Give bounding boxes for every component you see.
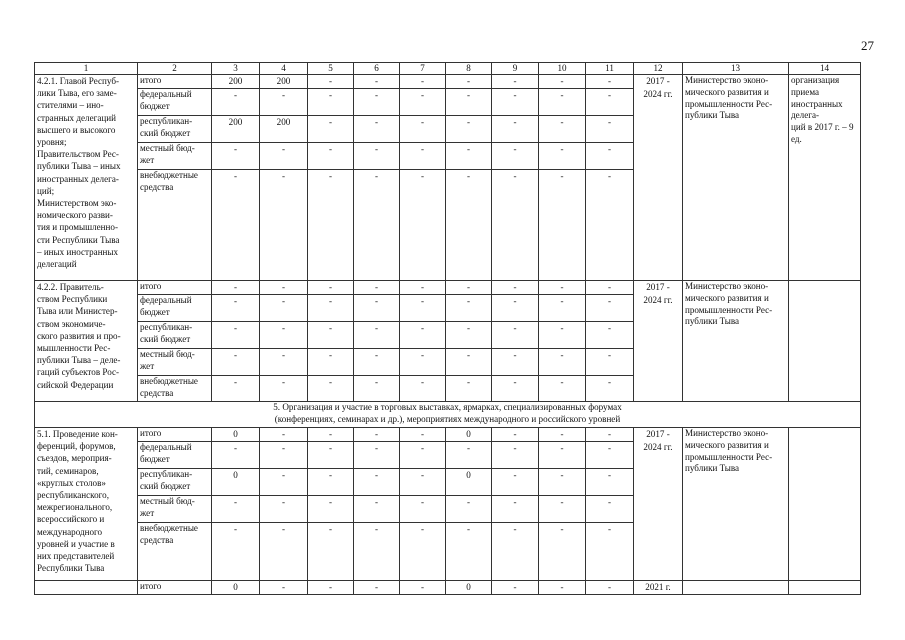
value-cell: - — [354, 523, 400, 581]
value-cell: - — [354, 376, 400, 402]
value-cell: - — [400, 322, 446, 349]
value-cell: - — [308, 496, 354, 523]
value-cell: - — [539, 442, 586, 469]
value-cell: - — [354, 143, 400, 170]
value-cell: - — [212, 376, 260, 402]
value-cell: 200 — [260, 116, 308, 143]
value-cell: - — [586, 170, 634, 281]
measure-title: 4.2.2. Правитель- ством Республики Тыва или Министер- ством экономиче- ского развития и про- мышленности Рес- публики Тыва – деле- гаций субъектов Рос- сийской Федерации — [35, 281, 138, 402]
value-cell: - — [260, 376, 308, 402]
value-cell: - — [354, 295, 400, 322]
funding-source: местный бюд- жет — [138, 143, 212, 170]
value-cell: - — [260, 143, 308, 170]
funding-source: республикан- ский бюджет — [138, 322, 212, 349]
value-cell: - — [260, 281, 308, 295]
value-cell: - — [400, 349, 446, 376]
implementation-period: 2017 - 2024 гг. — [634, 428, 683, 581]
value-cell: - — [586, 581, 634, 595]
value-cell: 0 — [212, 581, 260, 595]
value-cell: - — [212, 496, 260, 523]
funding-source: федеральный бюджет — [138, 295, 212, 322]
value-cell: - — [212, 322, 260, 349]
funding-source: республикан- ский бюджет — [138, 116, 212, 143]
value-cell: - — [492, 523, 539, 581]
value-cell: - — [260, 349, 308, 376]
responsible-executor: Министерство эконо- мического развития и промышленности Рес- публики Тыва — [683, 428, 789, 581]
header-cell: 13 — [683, 63, 789, 75]
value-cell: 200 — [212, 75, 260, 89]
value-cell: - — [308, 442, 354, 469]
value-cell: - — [308, 170, 354, 281]
value-cell: - — [260, 581, 308, 595]
value-cell: - — [308, 428, 354, 442]
value-cell: - — [492, 116, 539, 143]
value-cell: - — [212, 523, 260, 581]
value-cell: - — [586, 75, 634, 89]
value-cell: - — [446, 170, 492, 281]
value-cell: - — [308, 89, 354, 116]
implementation-period: 2021 г. — [634, 581, 683, 595]
implementation-period: 2017 - 2024 гг. — [634, 281, 683, 402]
value-cell: - — [492, 75, 539, 89]
value-cell: - — [400, 75, 446, 89]
value-cell: - — [492, 349, 539, 376]
value-cell: - — [400, 581, 446, 595]
expected-result — [789, 581, 861, 595]
value-cell: - — [446, 295, 492, 322]
value-cell: - — [446, 496, 492, 523]
value-cell: - — [308, 469, 354, 496]
value-cell: - — [212, 295, 260, 322]
value-cell: - — [446, 143, 492, 170]
value-cell: - — [354, 442, 400, 469]
value-cell: - — [492, 469, 539, 496]
value-cell: - — [400, 116, 446, 143]
value-cell: - — [308, 523, 354, 581]
header-cell: 14 — [789, 63, 861, 75]
value-cell: 200 — [260, 75, 308, 89]
value-cell: - — [400, 170, 446, 281]
value-cell: - — [400, 428, 446, 442]
value-cell: - — [400, 469, 446, 496]
value-cell: 200 — [212, 116, 260, 143]
table-row — [35, 75, 861, 89]
value-cell: - — [308, 322, 354, 349]
header-cell: 3 — [212, 63, 260, 75]
expected-result: организация приема иностранных делега- ций в 2017 г. – 9 ед. — [789, 75, 861, 281]
funding-source: итого — [138, 428, 212, 442]
value-cell: - — [260, 322, 308, 349]
value-cell: - — [260, 428, 308, 442]
value-cell: - — [260, 523, 308, 581]
value-cell: - — [400, 442, 446, 469]
value-cell: - — [492, 89, 539, 116]
value-cell: - — [539, 376, 586, 402]
measure-title: 4.2.1. Главой Респуб- лики Тыва, его заме- стителями – ино- странных делегаций высшего и высокого уровня; Правительством Рес- публики Тыва – иных иностранных делега- ций; Министерством эко- номического разви- тия и промышленно- сти Республики Тыва – иных иностранных делегаций — [35, 75, 138, 281]
value-cell: - — [539, 75, 586, 89]
value-cell: - — [400, 143, 446, 170]
value-cell: - — [492, 295, 539, 322]
value-cell: - — [354, 349, 400, 376]
value-cell: 0 — [212, 428, 260, 442]
value-cell: - — [308, 349, 354, 376]
table-row — [35, 428, 861, 442]
value-cell: - — [308, 281, 354, 295]
value-cell: - — [400, 376, 446, 402]
section-heading: 5. Организация и участие в торговых выставках, ярмарках, специализированных форумах (конференциях, семинарах и др.), мероприятиях международного и российского уровней — [35, 402, 861, 428]
section-row — [35, 402, 861, 428]
responsible-executor: Министерство эконо- мического развития и промышленности Рес- публики Тыва — [683, 75, 789, 281]
value-cell: - — [446, 523, 492, 581]
header-cell: 6 — [354, 63, 400, 75]
value-cell: - — [446, 89, 492, 116]
program-table — [34, 62, 861, 595]
value-cell: - — [446, 281, 492, 295]
value-cell: - — [446, 442, 492, 469]
value-cell: - — [539, 523, 586, 581]
value-cell: - — [354, 281, 400, 295]
value-cell: - — [539, 170, 586, 281]
value-cell: - — [260, 442, 308, 469]
value-cell: - — [492, 496, 539, 523]
header-cell: 9 — [492, 63, 539, 75]
value-cell: - — [446, 75, 492, 89]
value-cell: - — [400, 523, 446, 581]
value-cell: - — [354, 75, 400, 89]
value-cell: - — [586, 442, 634, 469]
value-cell: - — [586, 469, 634, 496]
value-cell: - — [212, 89, 260, 116]
page-number: 27 — [861, 38, 874, 53]
header-row — [35, 63, 861, 75]
value-cell: - — [586, 523, 634, 581]
value-cell: - — [260, 295, 308, 322]
value-cell: - — [260, 496, 308, 523]
value-cell: - — [446, 322, 492, 349]
value-cell: - — [586, 295, 634, 322]
funding-source: местный бюд- жет — [138, 496, 212, 523]
value-cell: - — [539, 349, 586, 376]
header-cell: 2 — [138, 63, 212, 75]
value-cell: - — [539, 281, 586, 295]
value-cell: - — [354, 581, 400, 595]
value-cell: - — [492, 376, 539, 402]
table-row — [35, 581, 861, 595]
funding-source: местный бюд- жет — [138, 349, 212, 376]
header-cell: 10 — [539, 63, 586, 75]
value-cell: - — [212, 281, 260, 295]
value-cell: - — [354, 496, 400, 523]
funding-source: итого — [138, 581, 212, 595]
value-cell: - — [308, 295, 354, 322]
value-cell: - — [492, 428, 539, 442]
value-cell: - — [539, 496, 586, 523]
header-cell: 7 — [400, 63, 446, 75]
value-cell: - — [539, 581, 586, 595]
header-cell: 5 — [308, 63, 354, 75]
measure-title: 5.1. Проведение кон- ференций, форумов, съездов, мероприя- тий, семинаров, «круглых столов» республиканского, межрегионального, всероссийского и международного уровней и участие в них представителей Республики Тыва — [35, 428, 138, 581]
value-cell: - — [400, 295, 446, 322]
header-cell: 11 — [586, 63, 634, 75]
value-cell: - — [354, 89, 400, 116]
value-cell: - — [586, 496, 634, 523]
value-cell: 0 — [446, 469, 492, 496]
value-cell: - — [539, 116, 586, 143]
funding-source: итого — [138, 75, 212, 89]
value-cell: - — [492, 281, 539, 295]
value-cell: - — [586, 89, 634, 116]
value-cell: - — [212, 442, 260, 469]
value-cell: 0 — [212, 469, 260, 496]
value-cell: - — [354, 469, 400, 496]
value-cell: - — [539, 322, 586, 349]
header-cell: 8 — [446, 63, 492, 75]
value-cell: - — [308, 75, 354, 89]
value-cell: 0 — [446, 581, 492, 595]
value-cell: - — [586, 143, 634, 170]
funding-source: внебюджетные средства — [138, 376, 212, 402]
value-cell: - — [308, 581, 354, 595]
funding-source: внебюджетные средства — [138, 523, 212, 581]
measure-title — [35, 581, 138, 595]
value-cell: - — [212, 170, 260, 281]
expected-result — [789, 281, 861, 402]
header-cell: 1 — [35, 63, 138, 75]
responsible-executor — [683, 581, 789, 595]
value-cell: - — [586, 281, 634, 295]
value-cell: - — [354, 116, 400, 143]
value-cell: - — [354, 428, 400, 442]
value-cell: - — [446, 376, 492, 402]
value-cell: - — [539, 428, 586, 442]
funding-source: федеральный бюджет — [138, 89, 212, 116]
value-cell: - — [308, 116, 354, 143]
value-cell: - — [586, 428, 634, 442]
value-cell: - — [492, 581, 539, 595]
value-cell: - — [446, 116, 492, 143]
value-cell: - — [354, 170, 400, 281]
funding-source: итого — [138, 281, 212, 295]
value-cell: - — [539, 89, 586, 116]
value-cell: - — [586, 349, 634, 376]
funding-source: внебюджетные средства — [138, 170, 212, 281]
funding-source: республикан- ский бюджет — [138, 469, 212, 496]
header-cell: 12 — [634, 63, 683, 75]
expected-result — [789, 428, 861, 581]
value-cell: - — [400, 496, 446, 523]
value-cell: - — [400, 89, 446, 116]
value-cell: - — [260, 170, 308, 281]
value-cell: - — [492, 442, 539, 469]
value-cell: - — [400, 281, 446, 295]
value-cell: - — [492, 322, 539, 349]
value-cell: - — [446, 349, 492, 376]
value-cell: - — [492, 170, 539, 281]
value-cell: - — [308, 376, 354, 402]
implementation-period: 2017 - 2024 гг. — [634, 75, 683, 281]
value-cell: - — [586, 376, 634, 402]
responsible-executor: Министерство эконо- мического развития и промышленности Рес- публики Тыва — [683, 281, 789, 402]
value-cell: - — [539, 143, 586, 170]
value-cell: - — [354, 322, 400, 349]
value-cell: - — [539, 295, 586, 322]
value-cell: 0 — [446, 428, 492, 442]
table-row — [35, 281, 861, 295]
value-cell: - — [492, 143, 539, 170]
value-cell: - — [260, 469, 308, 496]
value-cell: - — [586, 116, 634, 143]
value-cell: - — [308, 143, 354, 170]
value-cell: - — [212, 349, 260, 376]
value-cell: - — [586, 322, 634, 349]
header-cell: 4 — [260, 63, 308, 75]
value-cell: - — [260, 89, 308, 116]
value-cell: - — [212, 143, 260, 170]
funding-source: федеральный бюджет — [138, 442, 212, 469]
value-cell: - — [539, 469, 586, 496]
